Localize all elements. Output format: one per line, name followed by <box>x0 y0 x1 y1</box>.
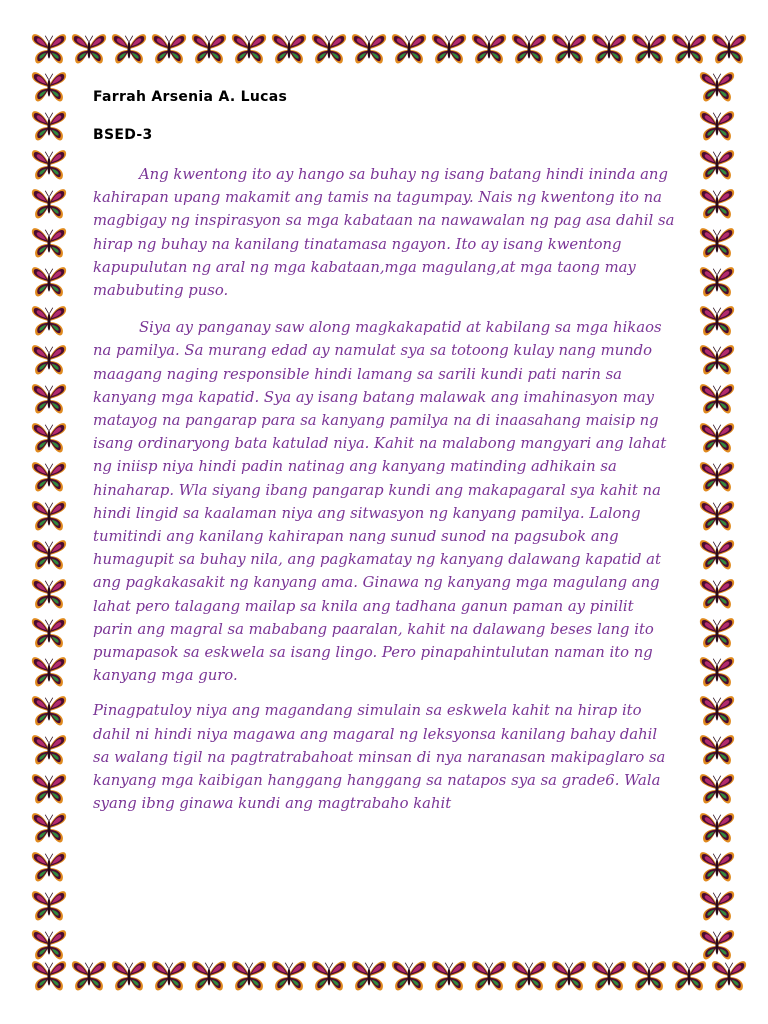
butterfly-icon <box>550 958 588 994</box>
paragraph-3: Pinagpatuloy niya ang magandang simulain sa eskwela kahit na hirap ito dahil ni hindi niya magawa ang magaral ng leksyonsa kanilang bahay dahil sa walang tigil na pagtratrabahoat minsan di nya naranasan makipaglaro sa kanyang mga kaibigan hanggang hanggang sa natapos sya sa grade6. Wala syang ibng ginawa kundi ang magtrabaho kahit <box>93 702 666 813</box>
butterfly-icon <box>30 927 68 963</box>
butterfly-icon <box>698 303 736 339</box>
butterfly-icon <box>698 771 736 807</box>
butterfly-icon <box>310 31 348 67</box>
butterfly-icon <box>670 31 708 67</box>
butterfly-icon <box>30 31 68 67</box>
butterfly-icon <box>30 958 68 994</box>
butterfly-icon <box>698 186 736 222</box>
butterfly-icon <box>710 958 748 994</box>
butterfly-icon <box>110 958 148 994</box>
butterfly-icon <box>270 31 308 67</box>
butterfly-icon <box>470 958 508 994</box>
butterfly-border-left <box>30 69 68 963</box>
butterfly-icon <box>630 31 668 67</box>
butterfly-icon <box>430 31 468 67</box>
butterfly-icon <box>390 958 428 994</box>
butterfly-icon <box>150 31 188 67</box>
butterfly-icon <box>698 654 736 690</box>
butterfly-icon <box>630 958 668 994</box>
butterfly-icon <box>30 810 68 846</box>
document-body <box>93 84 675 815</box>
butterfly-icon <box>150 958 188 994</box>
butterfly-icon <box>698 381 736 417</box>
butterfly-icon <box>230 958 268 994</box>
butterfly-icon <box>470 31 508 67</box>
butterfly-icon <box>698 693 736 729</box>
butterfly-icon <box>30 147 68 183</box>
butterfly-icon <box>230 31 268 67</box>
butterfly-icon <box>350 31 388 67</box>
butterfly-border-right <box>698 69 736 963</box>
butterfly-icon <box>698 576 736 612</box>
butterfly-icon <box>190 958 228 994</box>
author-course: BSED-3 <box>93 127 153 143</box>
butterfly-icon <box>698 849 736 885</box>
butterfly-icon <box>30 771 68 807</box>
butterfly-icon <box>698 459 736 495</box>
butterfly-icon <box>710 31 748 67</box>
paragraph-2: Siya ay panganay saw along magkakapatid at kabilang sa mga hikaos na pamilya. Sa murang edad ay namulat sya sa totoong kulay nang mundo maagang naging responsible hindi lamang sa sarili kundi pati narin sa kanyang mga kapatid. Sya ay isang batang malawak ang imahinasyon may matayog na pangarap para sa kanyang pamilya na di inaasahang maisip ng isang ordinaryong bata katulad niya. Kahit na malabong mangyari ang lahat ng iniisp niya hindi padin natinag ang kanyang matinding adhikain sa hinaharap. Wla siyang ibang pangarap kundi ang makapagaral sya kahit na hindi lingid sa kaalaman niya ang sitwasyon ng kanyang pamilya. Lalong tumitindi ang kanilang kahirapan nang sunud sunod na pagsubok ang humagupit sa buhay nila, ang pagkamatay ng kanyang dalawang kapatid at ang pagkakasakit ng kanyang ama. Ginawa ng kanyang mga magulang ang lahat pero talagang mailap sa knila ang tadhana ganun paman ay pinilit parin ang magral sa mababang paaralan, kahit na dalawang beses lang ito pumapasok sa eskwela sa isang lingo. Pero pinapahintulutan naman ito ng kanyang mga guro. <box>93 319 667 685</box>
butterfly-icon <box>510 31 548 67</box>
butterfly-icon <box>390 31 428 67</box>
butterfly-icon <box>30 186 68 222</box>
butterfly-icon <box>30 420 68 456</box>
butterfly-icon <box>698 498 736 534</box>
butterfly-icon <box>70 31 108 67</box>
butterfly-icon <box>670 958 708 994</box>
butterfly-icon <box>30 615 68 651</box>
butterfly-icon <box>698 69 736 105</box>
butterfly-icon <box>698 615 736 651</box>
butterfly-icon <box>698 537 736 573</box>
butterfly-icon <box>698 810 736 846</box>
butterfly-icon <box>590 958 628 994</box>
butterfly-icon <box>30 225 68 261</box>
butterfly-icon <box>550 31 588 67</box>
butterfly-icon <box>30 108 68 144</box>
butterfly-icon <box>30 732 68 768</box>
butterfly-icon <box>30 849 68 885</box>
butterfly-icon <box>698 732 736 768</box>
butterfly-icon <box>698 264 736 300</box>
butterfly-icon <box>430 958 468 994</box>
butterfly-icon <box>30 303 68 339</box>
butterfly-icon <box>30 888 68 924</box>
butterfly-icon <box>698 888 736 924</box>
butterfly-icon <box>30 498 68 534</box>
butterfly-icon <box>30 576 68 612</box>
paragraph-1: Ang kwentong ito ay hango sa buhay ng isang batang hindi ininda ang kahirapan upang makamit ang tamis na tagumpay. Nais ng kwentong ito na magbigay ng inspirasyon sa mga kabataan na nawawalan ng pag asa dahil sa hirap ng buhay na kanilang tinatamasa ngayon. Ito ay isang kwentong kapupulutan ng aral ng mga kabataan,mga magulang,at mga taong may mabubuting puso. <box>93 166 675 300</box>
butterfly-icon <box>30 342 68 378</box>
butterfly-icon <box>30 264 68 300</box>
butterfly-icon <box>698 147 736 183</box>
butterfly-icon <box>190 31 228 67</box>
butterfly-icon <box>698 225 736 261</box>
author-name: Farrah Arsenia A. Lucas <box>93 89 288 105</box>
butterfly-icon <box>70 958 108 994</box>
butterfly-icon <box>310 958 348 994</box>
butterfly-icon <box>30 537 68 573</box>
butterfly-icon <box>698 927 736 963</box>
butterfly-icon <box>30 654 68 690</box>
butterfly-border-bottom <box>30 958 748 994</box>
butterfly-icon <box>110 31 148 67</box>
butterfly-border-top <box>30 31 748 67</box>
butterfly-icon <box>30 459 68 495</box>
butterfly-icon <box>30 381 68 417</box>
butterfly-icon <box>698 420 736 456</box>
butterfly-icon <box>698 342 736 378</box>
butterfly-icon <box>698 108 736 144</box>
butterfly-icon <box>350 958 388 994</box>
butterfly-icon <box>30 693 68 729</box>
butterfly-icon <box>510 958 548 994</box>
butterfly-icon <box>270 958 308 994</box>
butterfly-icon <box>590 31 628 67</box>
butterfly-icon <box>30 69 68 105</box>
